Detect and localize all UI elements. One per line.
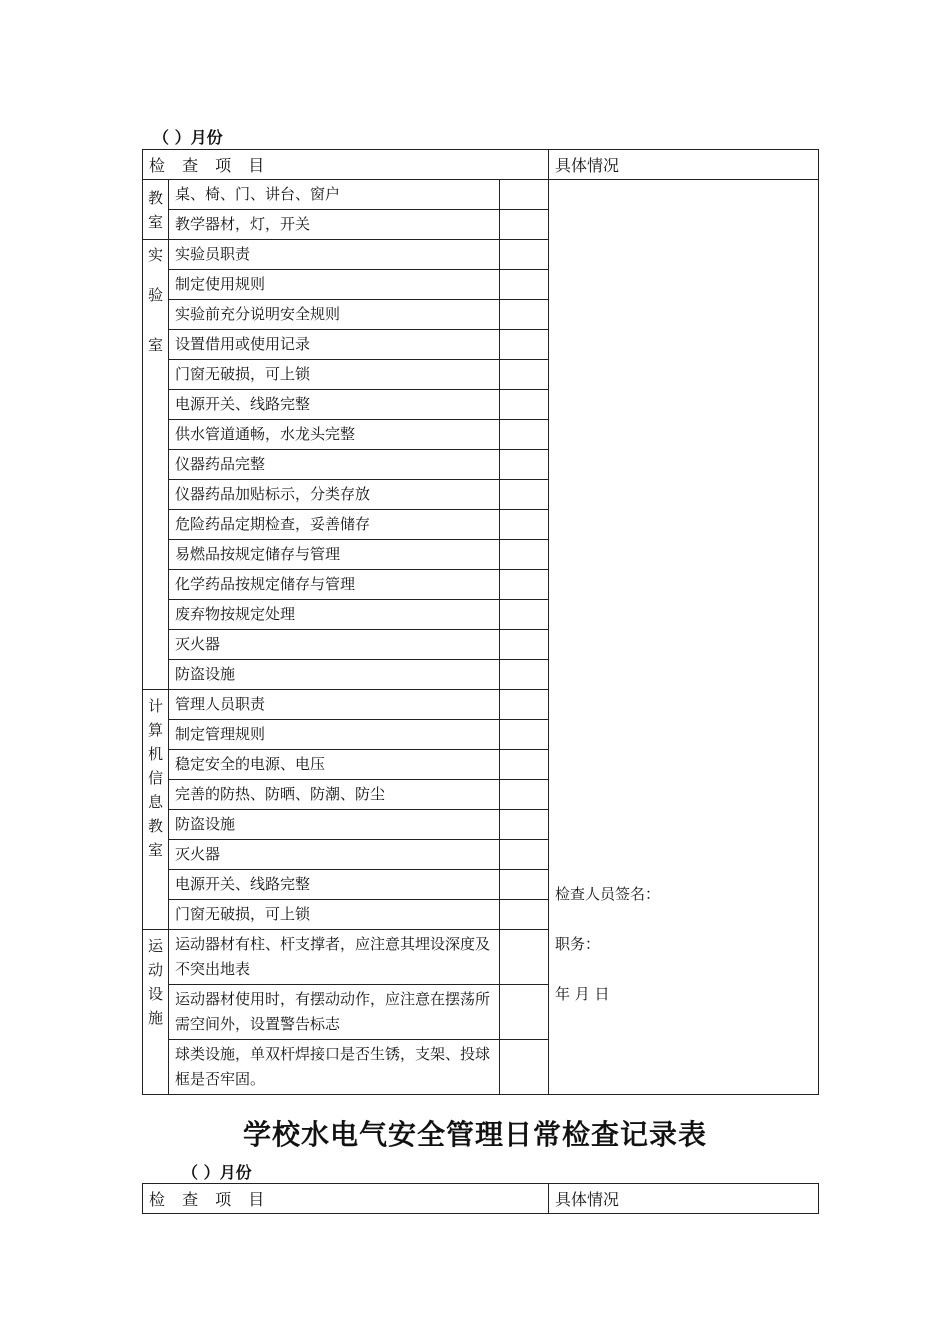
header-detail: 具体情况	[549, 150, 819, 180]
check-cell[interactable]	[500, 900, 549, 930]
check-item: 灭火器	[169, 630, 500, 660]
position-label: 职务：	[555, 935, 601, 953]
check-cell[interactable]	[500, 420, 549, 450]
check-item: 危险药品定期检查，妥善储存	[169, 510, 500, 540]
check-item: 设置借用或使用记录	[169, 330, 500, 360]
category-char: 实	[147, 246, 163, 264]
category-char: 机	[147, 745, 163, 763]
category-char: 室	[147, 336, 163, 354]
month-label: （ ）月份	[182, 1163, 252, 1182]
date-label: 年 月 日	[555, 985, 610, 1003]
check-cell[interactable]	[500, 690, 549, 720]
check-item: 灭火器	[169, 840, 500, 870]
check-item: 运动器材有柱、杆支撑者，应注意其埋设深度及不突出地表	[169, 930, 500, 985]
check-item: 易燃品按规定储存与管理	[169, 540, 500, 570]
check-item: 制定使用规则	[169, 270, 500, 300]
category-lab	[143, 240, 169, 690]
check-item: 防盗设施	[169, 660, 500, 690]
check-item: 仪器药品完整	[169, 450, 500, 480]
header-item: 检 查 项 目	[143, 150, 549, 180]
check-item: 电源开关、线路完整	[169, 870, 500, 900]
inspector-signature-label: 检查人员签名：	[555, 885, 661, 903]
category-char: 施	[147, 1009, 163, 1027]
check-cell[interactable]	[500, 630, 549, 660]
check-cell[interactable]	[500, 930, 549, 985]
category-sports	[143, 930, 169, 1095]
category-char: 信	[147, 769, 163, 787]
check-item: 教学器材，灯，开关	[169, 210, 500, 240]
check-cell[interactable]	[500, 450, 549, 480]
check-cell[interactable]	[500, 1040, 549, 1095]
category-char: 室	[147, 212, 163, 231]
table-header-row	[143, 150, 819, 180]
check-cell[interactable]	[500, 750, 549, 780]
check-item: 仪器药品加贴标示，分类存放	[169, 480, 500, 510]
check-cell[interactable]	[500, 180, 549, 210]
check-cell[interactable]	[500, 810, 549, 840]
category-char: 教	[147, 817, 163, 835]
check-item: 电源开关、线路完整	[169, 390, 500, 420]
detail-cell[interactable]	[549, 180, 819, 1095]
check-cell[interactable]	[500, 360, 549, 390]
check-cell[interactable]	[500, 300, 549, 330]
check-cell[interactable]	[500, 510, 549, 540]
check-item: 实验前充分说明安全规则	[169, 300, 500, 330]
category-char: 息	[147, 793, 163, 811]
check-item: 完善的防热、防晒、防潮、防尘	[169, 780, 500, 810]
check-cell[interactable]	[500, 660, 549, 690]
check-item: 化学药品按规定储存与管理	[169, 570, 500, 600]
check-cell[interactable]	[500, 330, 549, 360]
check-cell[interactable]	[500, 720, 549, 750]
category-char: 动	[147, 961, 163, 979]
check-item: 制定管理规则	[169, 720, 500, 750]
check-cell[interactable]	[500, 210, 549, 240]
check-item: 门窗无破损，可上锁	[169, 360, 500, 390]
check-item: 门窗无破损，可上锁	[169, 900, 500, 930]
check-item: 供水管道通畅，水龙头完整	[169, 420, 500, 450]
category-char: 计	[147, 697, 163, 715]
check-cell[interactable]	[500, 570, 549, 600]
category-classroom	[143, 180, 169, 240]
category-char: 教	[147, 188, 163, 207]
check-cell[interactable]	[500, 540, 549, 570]
header-item: 检 查 项 目	[143, 1184, 549, 1214]
category-char: 验	[147, 286, 163, 304]
check-cell[interactable]	[500, 390, 549, 420]
check-cell[interactable]	[500, 985, 549, 1040]
check-item: 运动器材使用时，有摆动动作，应注意在摆荡所需空间外，设置警告标志	[169, 985, 500, 1040]
check-cell[interactable]	[500, 870, 549, 900]
header-detail: 具体情况	[549, 1184, 819, 1214]
category-computer-room	[143, 690, 169, 930]
inspection-table	[142, 1183, 819, 1214]
inspection-table	[142, 149, 819, 1095]
table-row	[143, 180, 819, 210]
check-item: 防盗设施	[169, 810, 500, 840]
check-cell[interactable]	[500, 780, 549, 810]
category-char: 算	[147, 721, 163, 739]
category-char: 室	[147, 841, 163, 859]
check-item: 管理人员职责	[169, 690, 500, 720]
check-cell[interactable]	[500, 600, 549, 630]
check-cell[interactable]	[500, 270, 549, 300]
page-title: 学校水电气安全管理日常检查记录表	[242, 1118, 707, 1151]
check-cell[interactable]	[500, 840, 549, 870]
check-item: 实验员职责	[169, 240, 500, 270]
check-item: 桌、椅、门、讲台、窗户	[169, 180, 500, 210]
table-header-row	[143, 1184, 819, 1214]
check-item: 球类设施，单双杆焊接口是否生锈，支架、投球框是否牢固。	[169, 1040, 500, 1095]
check-cell[interactable]	[500, 240, 549, 270]
check-item: 稳定安全的电源、电压	[169, 750, 500, 780]
check-cell[interactable]	[500, 480, 549, 510]
category-char: 运	[147, 937, 163, 955]
month-label: （ ）月份	[153, 128, 223, 147]
category-char: 设	[147, 985, 163, 1003]
check-item: 废弃物按规定处理	[169, 600, 500, 630]
